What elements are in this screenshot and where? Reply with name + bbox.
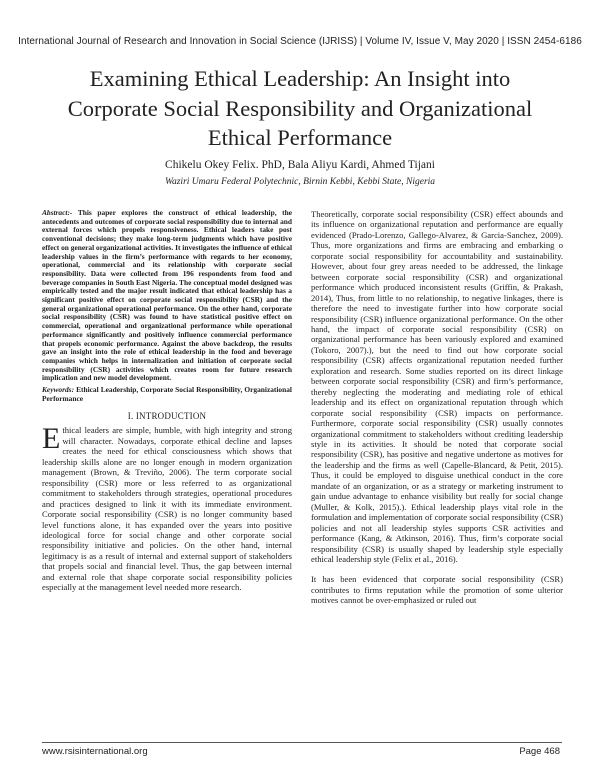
left-column bbox=[42, 209, 292, 593]
title-line-1: Examining Ethical Leadership: An Insight into bbox=[89, 66, 511, 91]
footer-divider bbox=[42, 742, 562, 743]
abstract bbox=[42, 209, 292, 383]
journal-header: International Journal of Research and Innovation in Social Science (IJRISS) | Volume IV, Issue V, May 2020 | ISSN 2454-6186 bbox=[18, 36, 582, 47]
affiliation: Waziri Umaru Federal Polytechnic, Birnin Kebbi, Kebbi State, Nigeria bbox=[164, 177, 436, 187]
introduction-paragraph bbox=[42, 422, 292, 593]
page-number: Page 468 bbox=[519, 746, 560, 757]
abstract-lead: Abstract:- bbox=[42, 208, 73, 217]
section-title-introduction: I. INTRODUCTION bbox=[127, 411, 207, 422]
title-line-3: Ethical Performance bbox=[207, 125, 393, 150]
introduction-text: thical leaders are simple, humble, with high integrity and strong will character. Nowadays, corporate ethical decline and lapses creates the need for ethical consciousness which shows that leadership skills alone are no longer enough in modern organization management (Brown, & Treviño, 2006). The term corporate social responsibility (CSR) more or less referred to as organizational commitment to stakeholders through strategies, operational procedures and practices designed to link it with its immediate environment. Corporate social responsibility (CSR) is no longer community based level functions alone, it has expanded over the years into positive ideological force for social change and other corporate social responsibility initiative and policies. On the other hand, internal legitimacy is as a result of internal and external support of stakeholders that propels social and financial level. Thus, the gap between internal and external role that shape corporate social responsibility policies especially at the management level needed more research. bbox=[42, 425, 292, 593]
title-line-2: Corporate Social Responsibility and Organizational bbox=[67, 95, 533, 121]
body-paragraph-1: Theoretically, corporate social responsibility (CSR) effect abounds and its influence on organizational reputation and performance are equally evidenced (Prado-Lorenzo, Gallego-Alvarez, & Garcia-Sanchez, 2009). Thus, more organizations and firms are embracing and embarking o corporate social responsibility for accountability and sustainability. However, about four grey areas needed to be addressed, the linkage between corporate social responsibility (CSR) and organizational performance which produced inconsistent results (Griffin, & Prakash, 2014), Thus, from little to no relationship, to negative linkages, there is therefore the need to investigate further into how corporate social responsibility (CSR) influence organizational performance. On the other hand, the impact of corporate social responsibility (CSR) on organizational performance has been variously explored and examined (Tokoro, 2007).), but the need to find out how corporate social responsibility (CSR) affects organizational reputation needed further exploration and research. Some studies reported on its direct linkage between corporate social responsibility (CSR) and firm’s performance, thereby neglecting the moderating and mediating role of ethical leadership and its effect on organizational reputation through which corporate social responsibility (CSR) impacts on performance. Furthermore, corporate social responsibility (CSR) usually connotes organizational commitment to stakeholders without crediting leadership style in its activities. It should be noted that corporate social responsibility (CSR), has positive and negative undertone as motives for the leadership and the firms as well (Capelle-Blancard, & Petit, 2015). Thus, it could be employed to disguise unethical conduct in the core mandate of an organization, or as a strategy or marketing instrument to gain undue advantage to enhance visibility but really for social change (Muller, & Kolk, 2015).). Ethical leadership plays vital role in the formulation and implementation of corporate social responsibility (CSR) policies and not all leadership styles supports CSR activities and performance (Kang, & Atkinson, 2016). Thus, firm’s corporate social responsibility (CSR) is usually shaped by leadership style especially ethical leadership style (Felix et al., 2016). bbox=[311, 209, 563, 564]
paper-title bbox=[30, 64, 570, 153]
keywords-lead: Keywords: bbox=[42, 385, 75, 395]
authors: Chikelu Okey Felix. PhD, Bala Aliyu Kardi, Ahmed Tijani bbox=[165, 159, 435, 171]
keywords-text: Ethical Leadership, Corporate Social Responsibility, Organizational Performance bbox=[42, 385, 292, 403]
drop-cap: E bbox=[42, 422, 61, 456]
keywords bbox=[42, 386, 292, 403]
right-column bbox=[311, 209, 563, 606]
abstract-text: This paper explores the construct of ethical leadership, the antecedents and outcomes of corporate social responsibility due to internal and external forces which propels responsiveness. Ethical leaders take post conventional decisions; they make long-term judgments which have positive effect on general organizational activities. It investigates the influence of ethical leadership values in the firm’s performance with regards to her economy, operational, commercial and its relationship with corporate social responsibility. Data were collected from 196 respondents from food and beverage companies in South East Nigeria. The conceptual model designed was empirically tested and the major result indicated that ethical leadership has a significant positive effect on corporate social responsibility (CSR) and the general organizational operational performance. On the other hand, corporate social responsibility (CSR) was found to have statistical positive effect on commercial, operational and organizational performance while operational performance significantly and positively influence commercial performance that propels economic performance. Against the above backdrop, the results gave an insight into the role of ethical leadership in the food and beverage companies which helps in internalization and initiation of corporate social responsibility (CSR) activities which creates room for future research implication and new model development. bbox=[42, 208, 292, 383]
body-paragraph-2: It has been evidenced that corporate social responsibility (CSR) contributes to firms reputation while the promotion of some ulterior motives cannot be over-emphasized or ruled out bbox=[311, 574, 563, 606]
footer-url: www.rsisinternational.org bbox=[42, 746, 148, 757]
